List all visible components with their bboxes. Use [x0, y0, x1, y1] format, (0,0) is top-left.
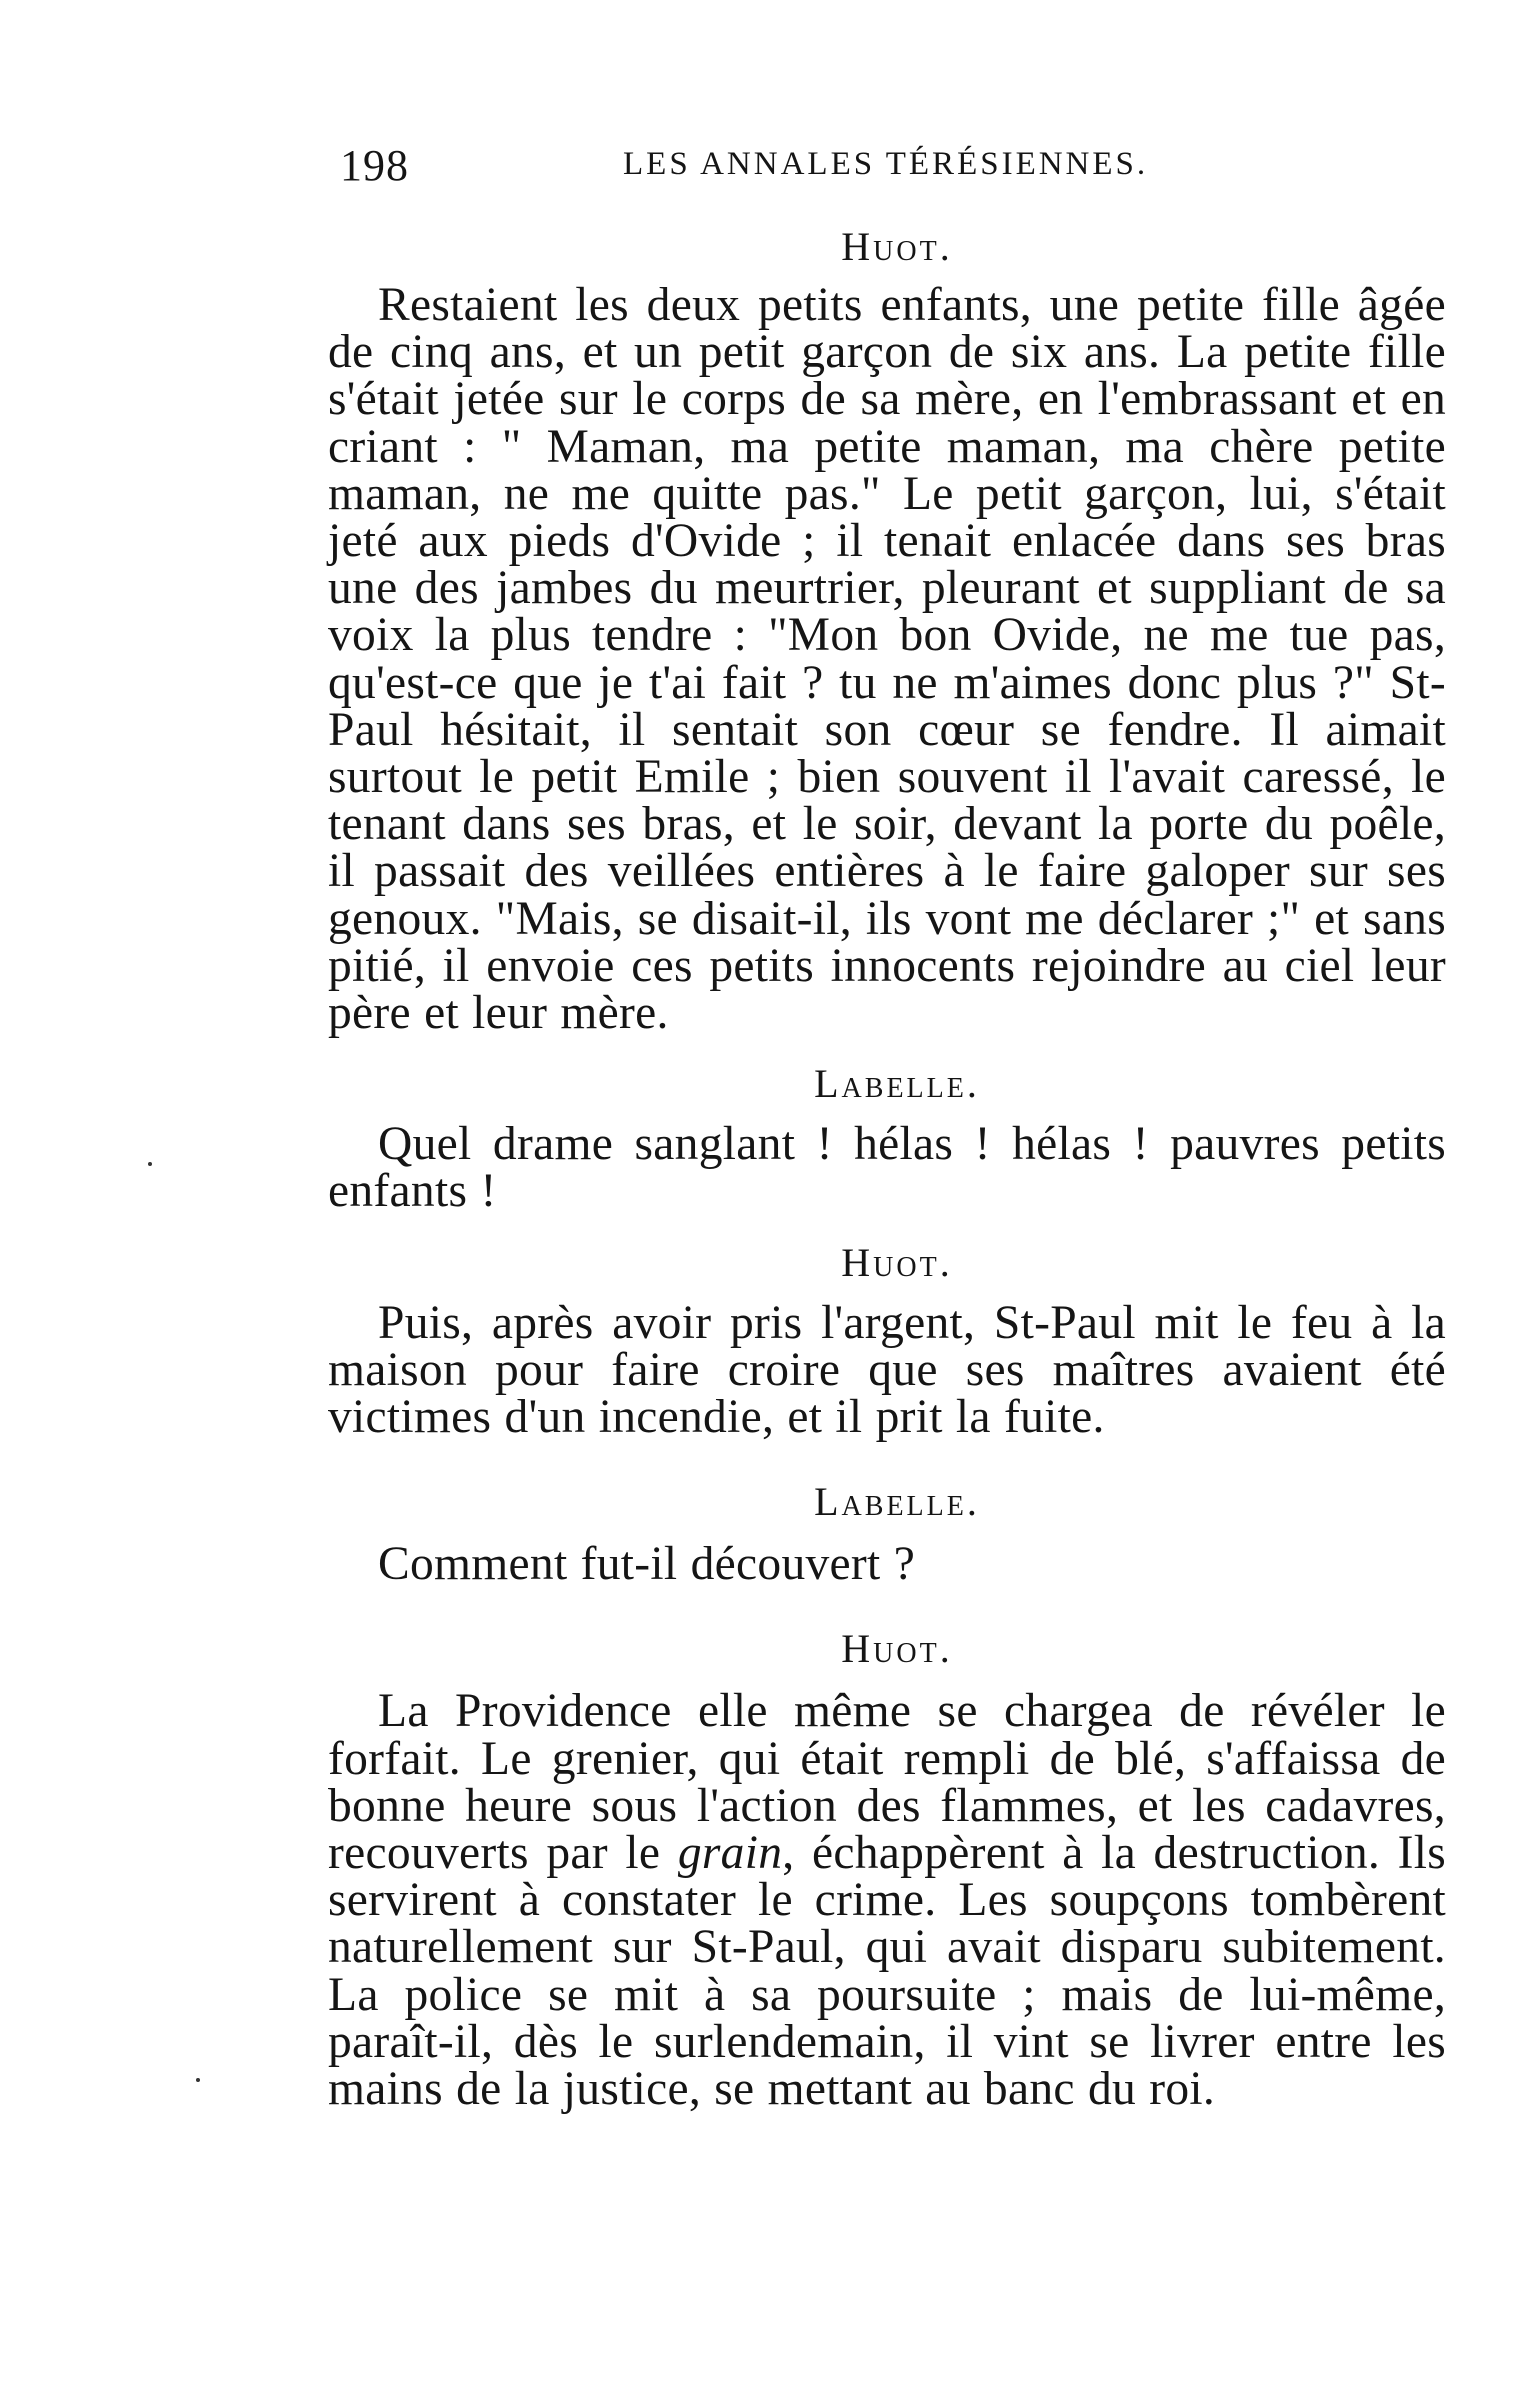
speaker-labelle: Labelle. — [814, 1061, 980, 1107]
speech-paragraph: Puis, après avoir pris l'argent, St-Paul mit le feu à la maison pour faire croire que ses maîtres avaient été victimes d'un incendie, et il prit la fuite. — [328, 1296, 1446, 1444]
speaker-huot: Huot. — [841, 224, 953, 269]
stray-mark — [148, 1162, 152, 1166]
speech-paragraph: Comment fut-il découvert ? — [378, 1538, 916, 1591]
running-title: LES ANNALES TÉRÉSIENNES. — [623, 146, 1149, 182]
speaker-huot: Huot. — [841, 1239, 953, 1285]
book-page — [328, 140, 1446, 2116]
speech-text: , échappèrent à la destruction. Ils servirent à constater le crime. Les soupçons tombèrent naturellement sur St-Paul, qui avait disparu subitement. La police se mit à sa poursuite ; mais de lui-même, paraît-il, dès le surlendemain, il vint se livrer entre les mains de la justice, se mettant au banc du roi. — [328, 1827, 1446, 2116]
speech-paragraph — [328, 1685, 1446, 2116]
speech-text: La Providence elle même se chargea de révéler le forfait. Le grenier, qui était rempli de blé, s'affaissa de bonne heure sous l'action des flammes, et les cadavres, recouverts par le — [328, 1685, 1446, 1880]
stray-mark — [196, 2078, 200, 2082]
emphasized-word: grain — [677, 1827, 783, 1880]
speaker-huot: Huot. — [841, 1626, 953, 1672]
speech-paragraph: Restaient les deux petits enfants, une petite fille âgée de cinq ans, et un petit garçon de six ans. La petite fille s'était jetée sur le corps de sa mère, en l'embrassant et en criant : " Maman, ma petite maman, ma chère petite maman, ne me quitte pas." Le petit garçon, lui, s'était jeté aux pieds d'Ovide ; il tenait enlacée dans ses bras une des jambes du meurtrier, pleurant et suppliant de sa voix la plus tendre : "Mon bon Ovide, ne me tue pas, qu'est-ce que je t'ai fait ? tu ne m'aimes donc plus ?" St-Paul hésitait, il sentait son cœur se fendre. Il aimait surtout le petit Emile ; bien souvent il l'avait caressé, le tenant dans ses bras, et le soir, devant la porte du poêle, il passait des veillées entières à le faire galoper sur ses genoux. "Mais, se disait-il, ils vont me déclarer ;" et sans pitié, il envoie ces petits innocents rejoindre au ciel leur père et leur mère. — [328, 279, 1446, 1040]
speech-paragraph: Quel drame sanglant ! hélas ! hélas ! pauvres petits enfants ! — [328, 1118, 1446, 1218]
speaker-labelle: Labelle. — [814, 1479, 980, 1525]
running-head — [328, 140, 1446, 200]
page-number: 198 — [340, 141, 409, 190]
